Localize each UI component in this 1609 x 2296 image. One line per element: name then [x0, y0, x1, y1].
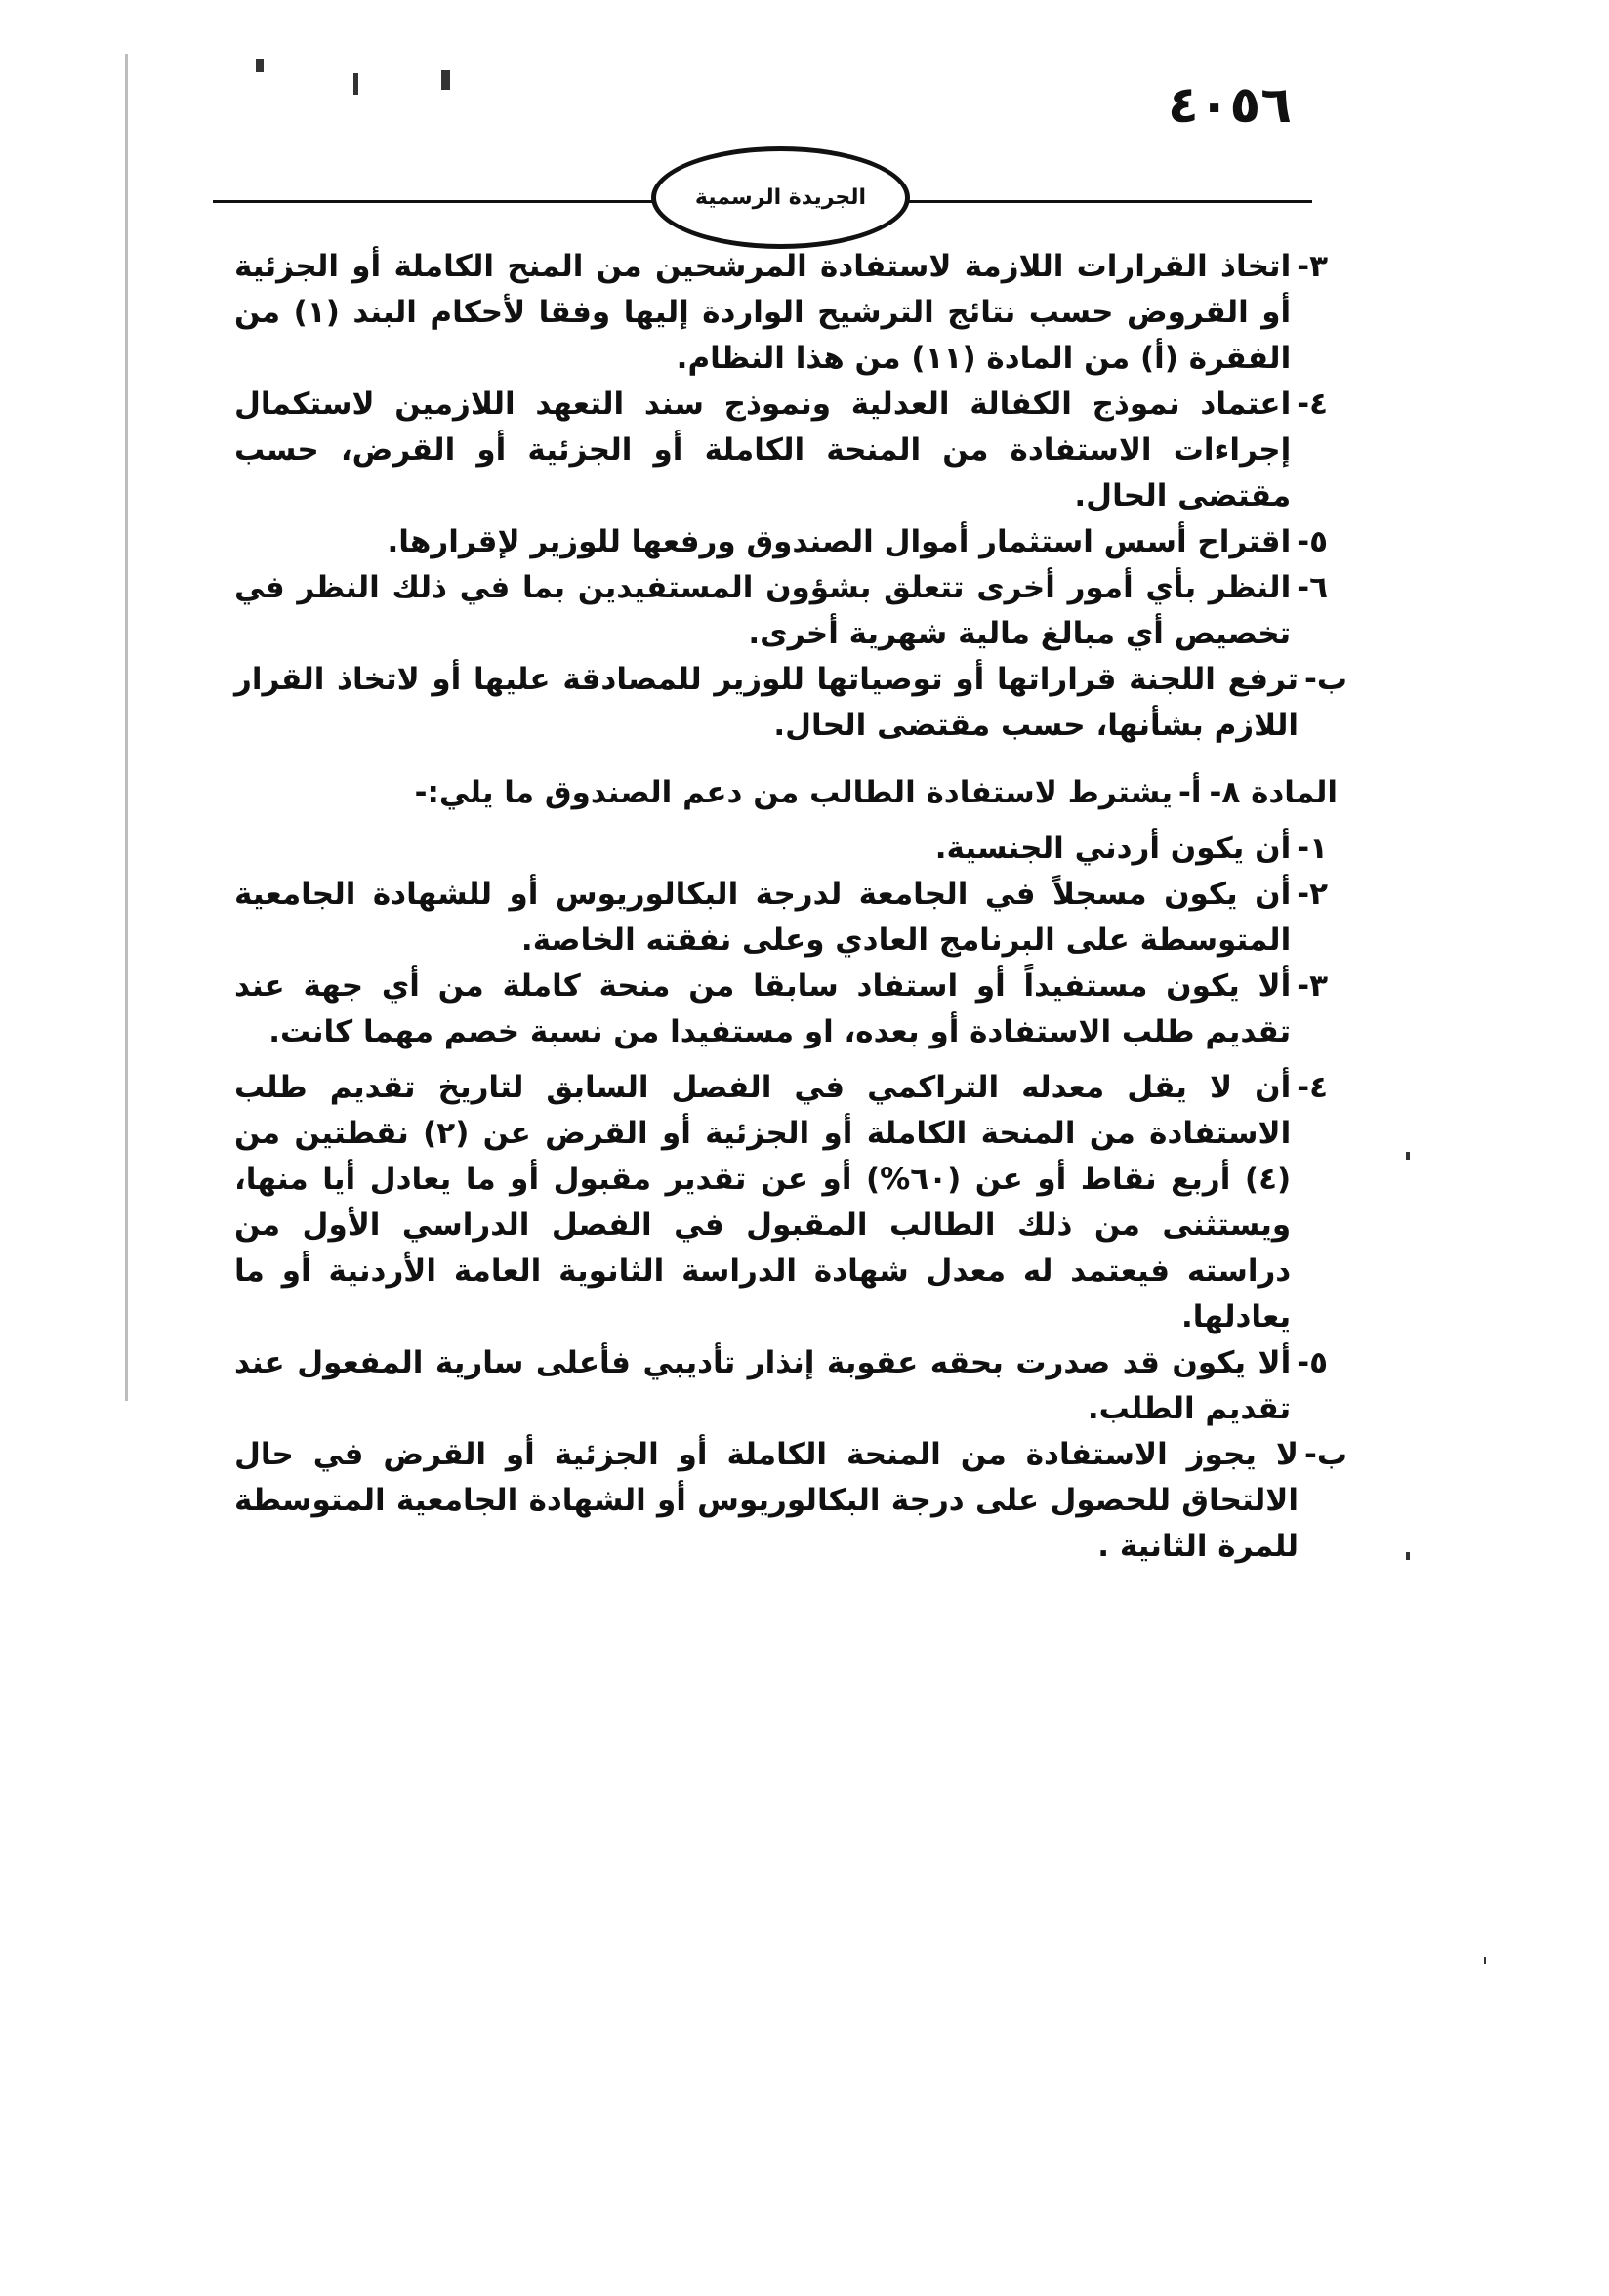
item-number: ٣- [1297, 249, 1328, 284]
item-text: أن يكون مسجلاً في الجامعة لدرجة البكالوريوس أو للشهادة الجامعية المتوسطة على البرنامج العادي وعلى نفقته الخاصة. [234, 877, 1292, 958]
clause-b [234, 1432, 1347, 1570]
list-item [234, 244, 1328, 382]
item-number: ٤- [1297, 1070, 1328, 1105]
item-text: اقتراح أسس استثمار أموال الصندوق ورفعها للوزير لإقرارها. [387, 524, 1292, 559]
gazette-title: الجريدة الرسمية [651, 146, 910, 249]
clause-intro: يشترط لاستفادة الطالب من دعم الصندوق ما يلي:- [414, 775, 1173, 810]
item-text: ألا يكون قد صدرت بحقه عقوبة إنذار تأديبي فأعلى سارية المفعول عند تقديم الطلب. [234, 1345, 1292, 1426]
item-text: اعتماد نموذج الكفالة العدلية ونموذج سند التعهد اللازمين لاستكمال إجراءات الاستفادة من المنحة الكاملة أو الجزئية أو القرض، حسب مقتضى الحال. [234, 387, 1292, 513]
list-item [234, 964, 1328, 1055]
list-item [234, 565, 1328, 657]
clause-text: ترفع اللجنة قراراتها أو توصياتها للوزير للمصادقة عليها أو لاتخاذ القرار اللازم بشأنها، حسب مقتضى الحال. [234, 662, 1299, 743]
clause-label: ب- [1303, 662, 1347, 697]
article-8-heading [234, 770, 1338, 816]
item-number: ٢- [1297, 877, 1328, 912]
item-number: ٦- [1297, 570, 1328, 605]
item-number: ١- [1297, 831, 1328, 866]
list-item [234, 872, 1328, 964]
page-number: ٤٠٥٦ [1168, 76, 1292, 135]
list-item [234, 826, 1328, 872]
scan-mark [441, 70, 450, 90]
item-text: النظر بأي أمور أخرى تتعلق بشؤون المستفيدين بما في ذلك النظر في تخصيص أي مبالغ مالية شهرية أخرى. [234, 570, 1292, 651]
article-title: المادة ٨- [1209, 775, 1338, 810]
scan-mark [353, 73, 358, 95]
document-body [234, 244, 1347, 1570]
clause-label: ب- [1303, 1437, 1347, 1472]
scan-mark [1484, 1957, 1486, 1964]
scan-mark [1406, 1152, 1410, 1160]
item-text: أن لا يقل معدله التراكمي في الفصل السابق لتاريخ تقديم طلب الاستفادة من المنحة الكاملة أو الجزئية أو القرض عن (٢) نقطتين من (٤) أربع نقاط أو عن (٦٠%) أو عن تقدير مقبول أو ما يعادل أيا منها، ويستثنى من ذلك الطالب المقبول في الفصل الدراسي الأول من دراسته فيعتمد له معدل شهادة الدراسة الثانوية العامة الأردنية أو ما يعادلها. [234, 1070, 1292, 1334]
scan-mark [256, 59, 264, 72]
scan-mark [1406, 1552, 1410, 1560]
item-number: ٤- [1297, 387, 1328, 422]
item-number: ٥- [1297, 1345, 1328, 1380]
item-text: أن يكون أردني الجنسية. [934, 831, 1292, 866]
item-text: ألا يكون مستفيداً أو استفاد سابقا من منحة كاملة من أي جهة عند تقديم طلب الاستفادة أو بعده، او مستفيدا من نسبة خصم مهما كانت. [234, 968, 1292, 1049]
list-item [234, 519, 1328, 565]
clause-b [234, 657, 1347, 749]
item-number: ٥- [1297, 524, 1328, 559]
item-number: ٣- [1297, 968, 1328, 1004]
list-item [234, 382, 1328, 519]
list-item [234, 1340, 1328, 1432]
item-text: اتخاذ القرارات اللازمة لاستفادة المرشحين من المنح الكاملة أو الجزئية أو القروض حسب نتائج الترشيح الواردة إليها وفقا لأحكام البند (١) من الفقرة (أ) من المادة (١١) من هذا النظام. [234, 249, 1292, 376]
clause-label: أ- [1178, 775, 1202, 810]
scan-mark [125, 54, 128, 1401]
clause-text: لا يجوز الاستفادة من المنحة الكاملة أو الجزئية أو القرض في حال الالتحاق للحصول على درجة البكالوريوس أو الشهادة الجامعية المتوسطة للمرة الثانية . [234, 1437, 1299, 1564]
list-item [234, 1065, 1328, 1340]
